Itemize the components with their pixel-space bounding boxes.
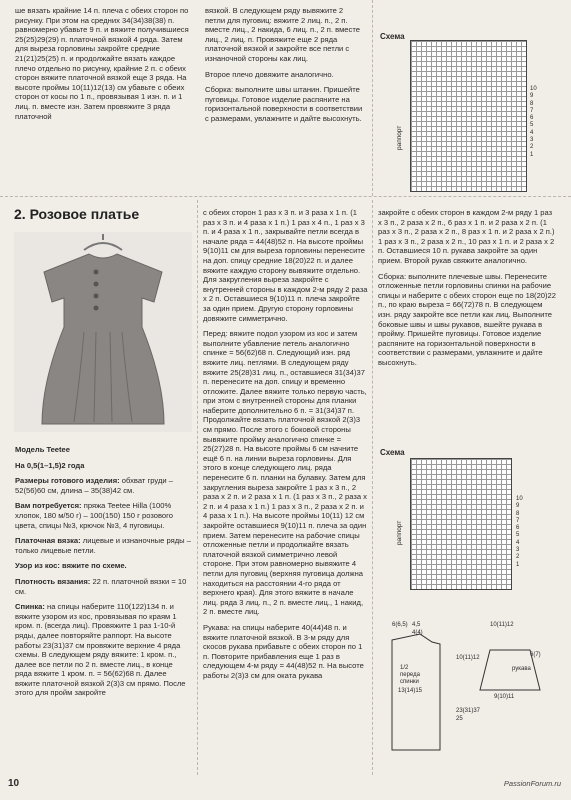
row-number: 10 bbox=[516, 496, 523, 502]
column-divider-right bbox=[372, 200, 373, 775]
row-number: 1 bbox=[530, 151, 534, 158]
row-number: 6 bbox=[530, 115, 534, 122]
dim-back-top3: 4(4) bbox=[412, 630, 423, 636]
top-column-2 bbox=[205, 6, 365, 130]
knit1-text: лицевые и изнаночные ряды – только лицевые петли. bbox=[15, 536, 191, 555]
row-number: 3 bbox=[516, 547, 520, 554]
row-number: 5 bbox=[516, 532, 520, 539]
dim-sleeve-side: 6(7) bbox=[530, 652, 541, 658]
dim-sleeve-top: 10(11)12 bbox=[490, 622, 514, 628]
mid-p1: с обеих сторон 1 раз x 3 п. и 3 раза x 1 п. (1 раз x 3 п. и 4 раза x 1 п.) 1 раз x 4 п., 1 раз x 3 п. и 4 раза x 1 п., закрывайте петли всегда в начале ряда = 44(48)52 п. На высоте проймы 9(10)11 см для выреза горловины перенесите на доп. спицу средние 18(20)22 п. и далее вяжите каждую сторону вывяжите отдельно. Для закругления выреза закройте с внутренней стороны в каждом 2-м ряду 2 раза x 2 п. Оставшиеся 9(10)11 п. плеча закройте за один прием. Другую сторону горловины довяжите симметрично. bbox=[203, 208, 368, 323]
schema-title-bottom: Схема bbox=[380, 448, 405, 457]
materials-text: пряжа Teetee Hilla (100% хлопок, 180 м/50 г) – 100(150) 150 г розового цвета, спицы №3, крючок №3, 4 пуговицы. bbox=[15, 501, 173, 530]
site-watermark: PassionForum.ru bbox=[503, 779, 561, 788]
section-divider bbox=[0, 196, 571, 197]
row-number: 10 bbox=[530, 86, 537, 92]
right-p1: закройте с обеих сторон в каждом 2-м ряду 1 раз x 3 п., 2 раза x 2 п., 6 раз x 1 п. и 2 раза x 2 п. (1 раз x 3 п., 2 раза x 2 п., 8 раз x 1 п. и 2 раза x 2 п.) 1 раз x 3 п., 2 раза x 2 п., 10 раз x 1 п. и 2 раза x 2 п. Оставшиеся 10 п. рукава закройте за один прием. Второй рукав свяжите аналогично. bbox=[378, 208, 555, 265]
column-divider bbox=[372, 0, 373, 196]
materials-label: Вам потребуется: bbox=[15, 501, 82, 511]
dim-width: 13(14)15 bbox=[398, 688, 423, 694]
knit2-text: вяжите по схеме. bbox=[62, 561, 127, 571]
raport-label-bottom: раппорт bbox=[396, 520, 403, 545]
dim-back-top: 6(6,5) bbox=[392, 622, 408, 628]
row-number: 8 bbox=[530, 100, 534, 107]
row-number: 9 bbox=[530, 93, 534, 100]
mid-p3: Рукава: на спицы наберите 40(44)48 п. и вяжите платочной вязкой. В 3-м ряду для скосов рукава прибавьте с обеих сторон по 1 п. Повторите прибавления еще 1 раз в следующем 4-м ряду = 44(48)52 п. На высоте работы 2(3)3 см для оката рукава bbox=[203, 622, 364, 680]
column-divider-left bbox=[197, 200, 198, 775]
cable-chart-bottom bbox=[410, 458, 512, 590]
row-number: 7 bbox=[530, 107, 534, 114]
knit1-paragraph bbox=[15, 536, 191, 555]
right-column bbox=[378, 208, 558, 374]
row-number: 4 bbox=[530, 129, 534, 136]
dim-hem: 25 bbox=[456, 716, 463, 722]
middle-column bbox=[203, 208, 368, 687]
top-col2-p2: Второе плечо довяжите аналогично. bbox=[205, 69, 334, 79]
top-col1-text: ше вязать крайние 14 п. плеча с обеих сторон по рисунку. При этом на средних 34(34)38(38) п. равномерно убавьте 9 п. и вяжите получившиеся 25(25)29(29) п. платочной вязкой 4 ряда. Затем для выреза горловины закройте средние 21(21)25(25) п. и продолжайте вязать каждое плечо отдельно по рисунку, крайние 2 п. с обеих сторон вяжите платочной вязкой еще 3 ряда. На высоте проймы 10(11)12(13) см убавьте с обеих сторон от косы по 1 п., провязывая 1 изн. п. и 1 лиц. п. вместе изн. Затем провяжите 3 ряда платочной bbox=[15, 6, 189, 121]
mid-p2: Перед: вяжите подол узором из кос и затем выполните убавление петель аналогично спинке = 56(62)68 п. Следующий изн. ряд вяжите лиц. петлями. В следующем ряду вяжите 25(28)31 лиц. п., оставшиеся 31(34)37 п. перенесите на доп. спицу и временно отложите. Далее вяжите только первую часть, при этом с внутренней стороны для планки наберите дополнительно 6 п. = 31(34)37 п. Продолжайте вязать платочной вязкой 2(3)3 см прямо. После этого с боковой стороны вывяжите пройму аналогично спинке = 25(27)28 п. На высоте проймы 6 см начните ещё 6 п. на линии выреза горловины. Для этого в конце следующего лиц. ряда перенесите 6 п. планки на булавку. Затем для закругления выреза закройте 1 раз x 3 п., 2 раза x 2 п. и 2 раза x 1 п. (1 раз x 3 п., 2 раза x 2 п. и 4 раза x 1 п.) 1 раз x 3 п., 2 раза x 2 п. и 4 раза x 1 п.). На высоте проймы 10(11) 12 см закройте оставшиеся 9(10)11 п. плеча за один прием. Затем перенесите на рабочие спицы отложенные петли и продолжайте вязать платочной вязкой симметрично левой стороне. При этом равномерно вывяжите 4 петли для пуговиц (верхняя пуговица должна находиться на расстоянии 4-го ряда от верхнего края). Для этого вяжите в начале лиц. ряда 3 лиц. п., 2 п. вместе лиц., 1 накид, 2 п. вместе лиц. bbox=[203, 329, 367, 617]
back-paragraph bbox=[15, 602, 191, 698]
materials-paragraph bbox=[15, 501, 191, 530]
row-number: 4 bbox=[516, 539, 520, 546]
row-number: 9 bbox=[516, 503, 520, 510]
row-number: 1 bbox=[516, 561, 520, 568]
page-number: 10 bbox=[8, 778, 20, 789]
top-col2-p3: Сборка: выполните швы штанин. Пришейте пуговицы. Готовое изделие распяните на горизонтальной поверхности в соответствии с размерами, увлажните и дайте высохнуть. bbox=[205, 85, 363, 123]
schema-title-top: Схема bbox=[380, 32, 405, 41]
sizes-label: Размеры готового изделия: bbox=[15, 476, 120, 486]
row-number: 3 bbox=[530, 137, 534, 144]
row-numbers-top bbox=[530, 86, 537, 159]
top-col2-p1: вязкой. В следующем ряду вывяжите 2 петли для пуговиц: вяжите 2 лиц. п., 2 п. вместе лиц., 2 накида, 6 лиц. п., 2 п. вместе лиц., 2 лиц. п. Провяжите еще 2 ряда платочной вязкой и закройте все петли с изнаночной стороны как лиц. bbox=[205, 6, 360, 63]
row-number: 7 bbox=[516, 517, 520, 524]
dim-length: 23(31)37 bbox=[456, 708, 481, 714]
row-number: 2 bbox=[530, 144, 534, 151]
back-label: Спинка: bbox=[15, 602, 45, 612]
row-number: 5 bbox=[530, 122, 534, 129]
knit2-label: Узор из кос: bbox=[15, 561, 60, 571]
density-label: Плотность вязания: bbox=[15, 576, 91, 586]
density-paragraph bbox=[15, 577, 191, 596]
row-number: 8 bbox=[516, 510, 520, 517]
dim-back-top2: 4,5 bbox=[412, 622, 421, 628]
dim-back-mid: 10(11)12 bbox=[456, 655, 480, 661]
label-half: 1/2 bbox=[400, 665, 409, 671]
row-numbers-bottom bbox=[516, 496, 523, 569]
knit1-label: Платочная вязка: bbox=[15, 536, 81, 546]
pattern-diagram bbox=[380, 620, 550, 770]
back-text: на спицы наберите 110(122)134 п. и вяжите узором из кос, провязывая по краям 1 кром. п. (всегда лиц). Провяжите 1 раз 1-10-й ряды, далее повторяйте раппорт. На высоте работы 23(31)37 см провяжите верхние 4 ряда схемы. В следующем ряду вяжите: 1 кром. п., далее все петли по 2 п. вместе лиц., в конце ряда вяжите 1 кром. п. = 56(62)68 п. Далее вяжите платочной вязкой 2(3)3 см прямо. После этого для пройм закройте bbox=[15, 602, 186, 698]
row-number: 6 bbox=[516, 525, 520, 532]
model-name: Модель Teetee bbox=[15, 445, 71, 454]
top-column-1 bbox=[15, 6, 191, 127]
label-sleeve: рукава bbox=[512, 666, 531, 672]
label-back: спинки bbox=[400, 679, 419, 685]
right-p2: Сборка: выполните плечевые швы. Перенесите отложенные петли горловины спинки на рабочие спицы и наберите с обеих сторон еще по 18(20)22 п., по краю выреза = 66(72)78 п. В следующем изн. ряду закройте все петли как лиц. Выполните боковые швы и швы рукавов, вшейте рукава в пройму. Пришейте пуговицы. Готовое изделие распяните на горизонтальной поверхности в соответствии с размерами, увлажните и дайте высохнуть. bbox=[378, 271, 557, 367]
sizes-text: обхват груди – 52(56)60 см, длина – 35(38)42 см. bbox=[15, 476, 173, 495]
age-range: На 0,5(1–1,5)2 года bbox=[15, 460, 85, 470]
section-title: 2. Розовое платье bbox=[14, 206, 140, 222]
left-column bbox=[15, 445, 191, 704]
raport-label-top: раппорт bbox=[396, 125, 403, 150]
dress-illustration bbox=[14, 232, 192, 432]
row-number: 2 bbox=[516, 554, 520, 561]
knit2-paragraph bbox=[15, 561, 191, 571]
density-text: 22 п. платочной вязки = 10 см. bbox=[15, 576, 187, 596]
label-front: переда bbox=[400, 672, 420, 678]
dim-sleeve-bottom: 9(10)11 bbox=[494, 694, 515, 700]
dress-photo bbox=[14, 232, 192, 432]
sizes-paragraph bbox=[15, 476, 191, 495]
cable-chart-top bbox=[410, 40, 527, 192]
